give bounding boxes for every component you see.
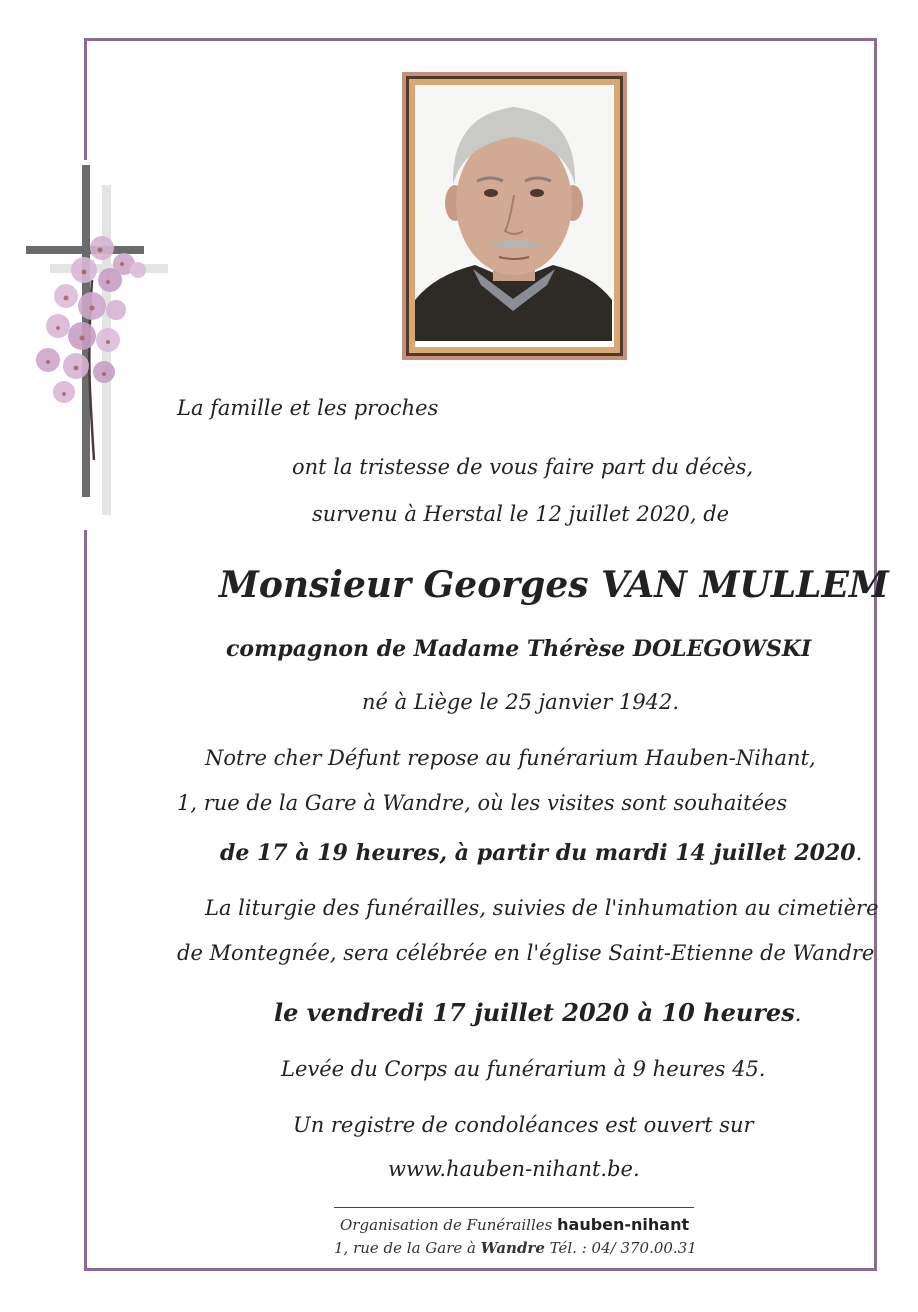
- announcement-line-1: ont la tristesse de vous faire part du décès,: [292, 455, 754, 479]
- portrait-inner-border: [406, 76, 623, 356]
- companion-line: compagnon de Madame Thérèse DOLEGOWSKI: [226, 636, 812, 662]
- birth-line: né à Liège le 25 janvier 1942.: [362, 690, 680, 714]
- register-line: Un registre de condoléances est ouvert sur: [293, 1113, 754, 1137]
- footer-divider: [334, 1207, 694, 1208]
- footer-org-prefix: Organisation de Funérailles: [340, 1216, 553, 1234]
- repose-line-1: Notre cher Défunt repose au funérarium Hauben-Nihant,: [205, 746, 816, 770]
- footer-address-town: Wandre: [480, 1239, 545, 1257]
- footer-address: [334, 1239, 697, 1257]
- intro-text: La famille et les proches: [177, 396, 439, 420]
- portrait-frame: [402, 72, 627, 360]
- ceremony-date-period: .: [794, 1002, 802, 1026]
- visit-hours-period: .: [855, 841, 863, 865]
- levee-line: Levée du Corps au funérarium à 9 heures 45.: [281, 1057, 766, 1081]
- footer-organisation: [340, 1215, 689, 1234]
- footer-address-prefix: 1, rue de la Gare à: [334, 1239, 476, 1257]
- ceremony-date: le vendredi 17 juillet 2020 à 10 heures: [274, 998, 795, 1027]
- deceased-portrait: [415, 85, 614, 347]
- announcement-line-2: survenu à Herstal le 12 juillet 2020, de: [312, 502, 730, 526]
- repose-line-2: 1, rue de la Gare à Wandre, où les visites sont souhaitées: [177, 791, 788, 815]
- liturgy-line-1: La liturgie des funérailles, suivies de l'inhumation au cimetière: [205, 896, 879, 920]
- brand-logo: hauben-nihant: [557, 1215, 690, 1234]
- register-url[interactable]: www.hauben-nihant.be.: [388, 1157, 640, 1181]
- deceased-name: Monsieur Georges VAN MULLEM: [219, 564, 889, 606]
- liturgy-line-2: de Montegnée, sera célébrée en l'église Saint-Etienne de Wandre: [177, 941, 875, 965]
- cross-with-orchid-icon: [20, 160, 180, 530]
- visit-hours: de 17 à 19 heures, à partir du mardi 14 juillet 2020: [220, 840, 856, 866]
- footer-phone: Tél. : 04/ 370.00.31: [549, 1239, 697, 1257]
- portrait-mat: [409, 79, 620, 353]
- ceremony-line: [274, 998, 801, 1027]
- visit-hours-line: [220, 840, 862, 866]
